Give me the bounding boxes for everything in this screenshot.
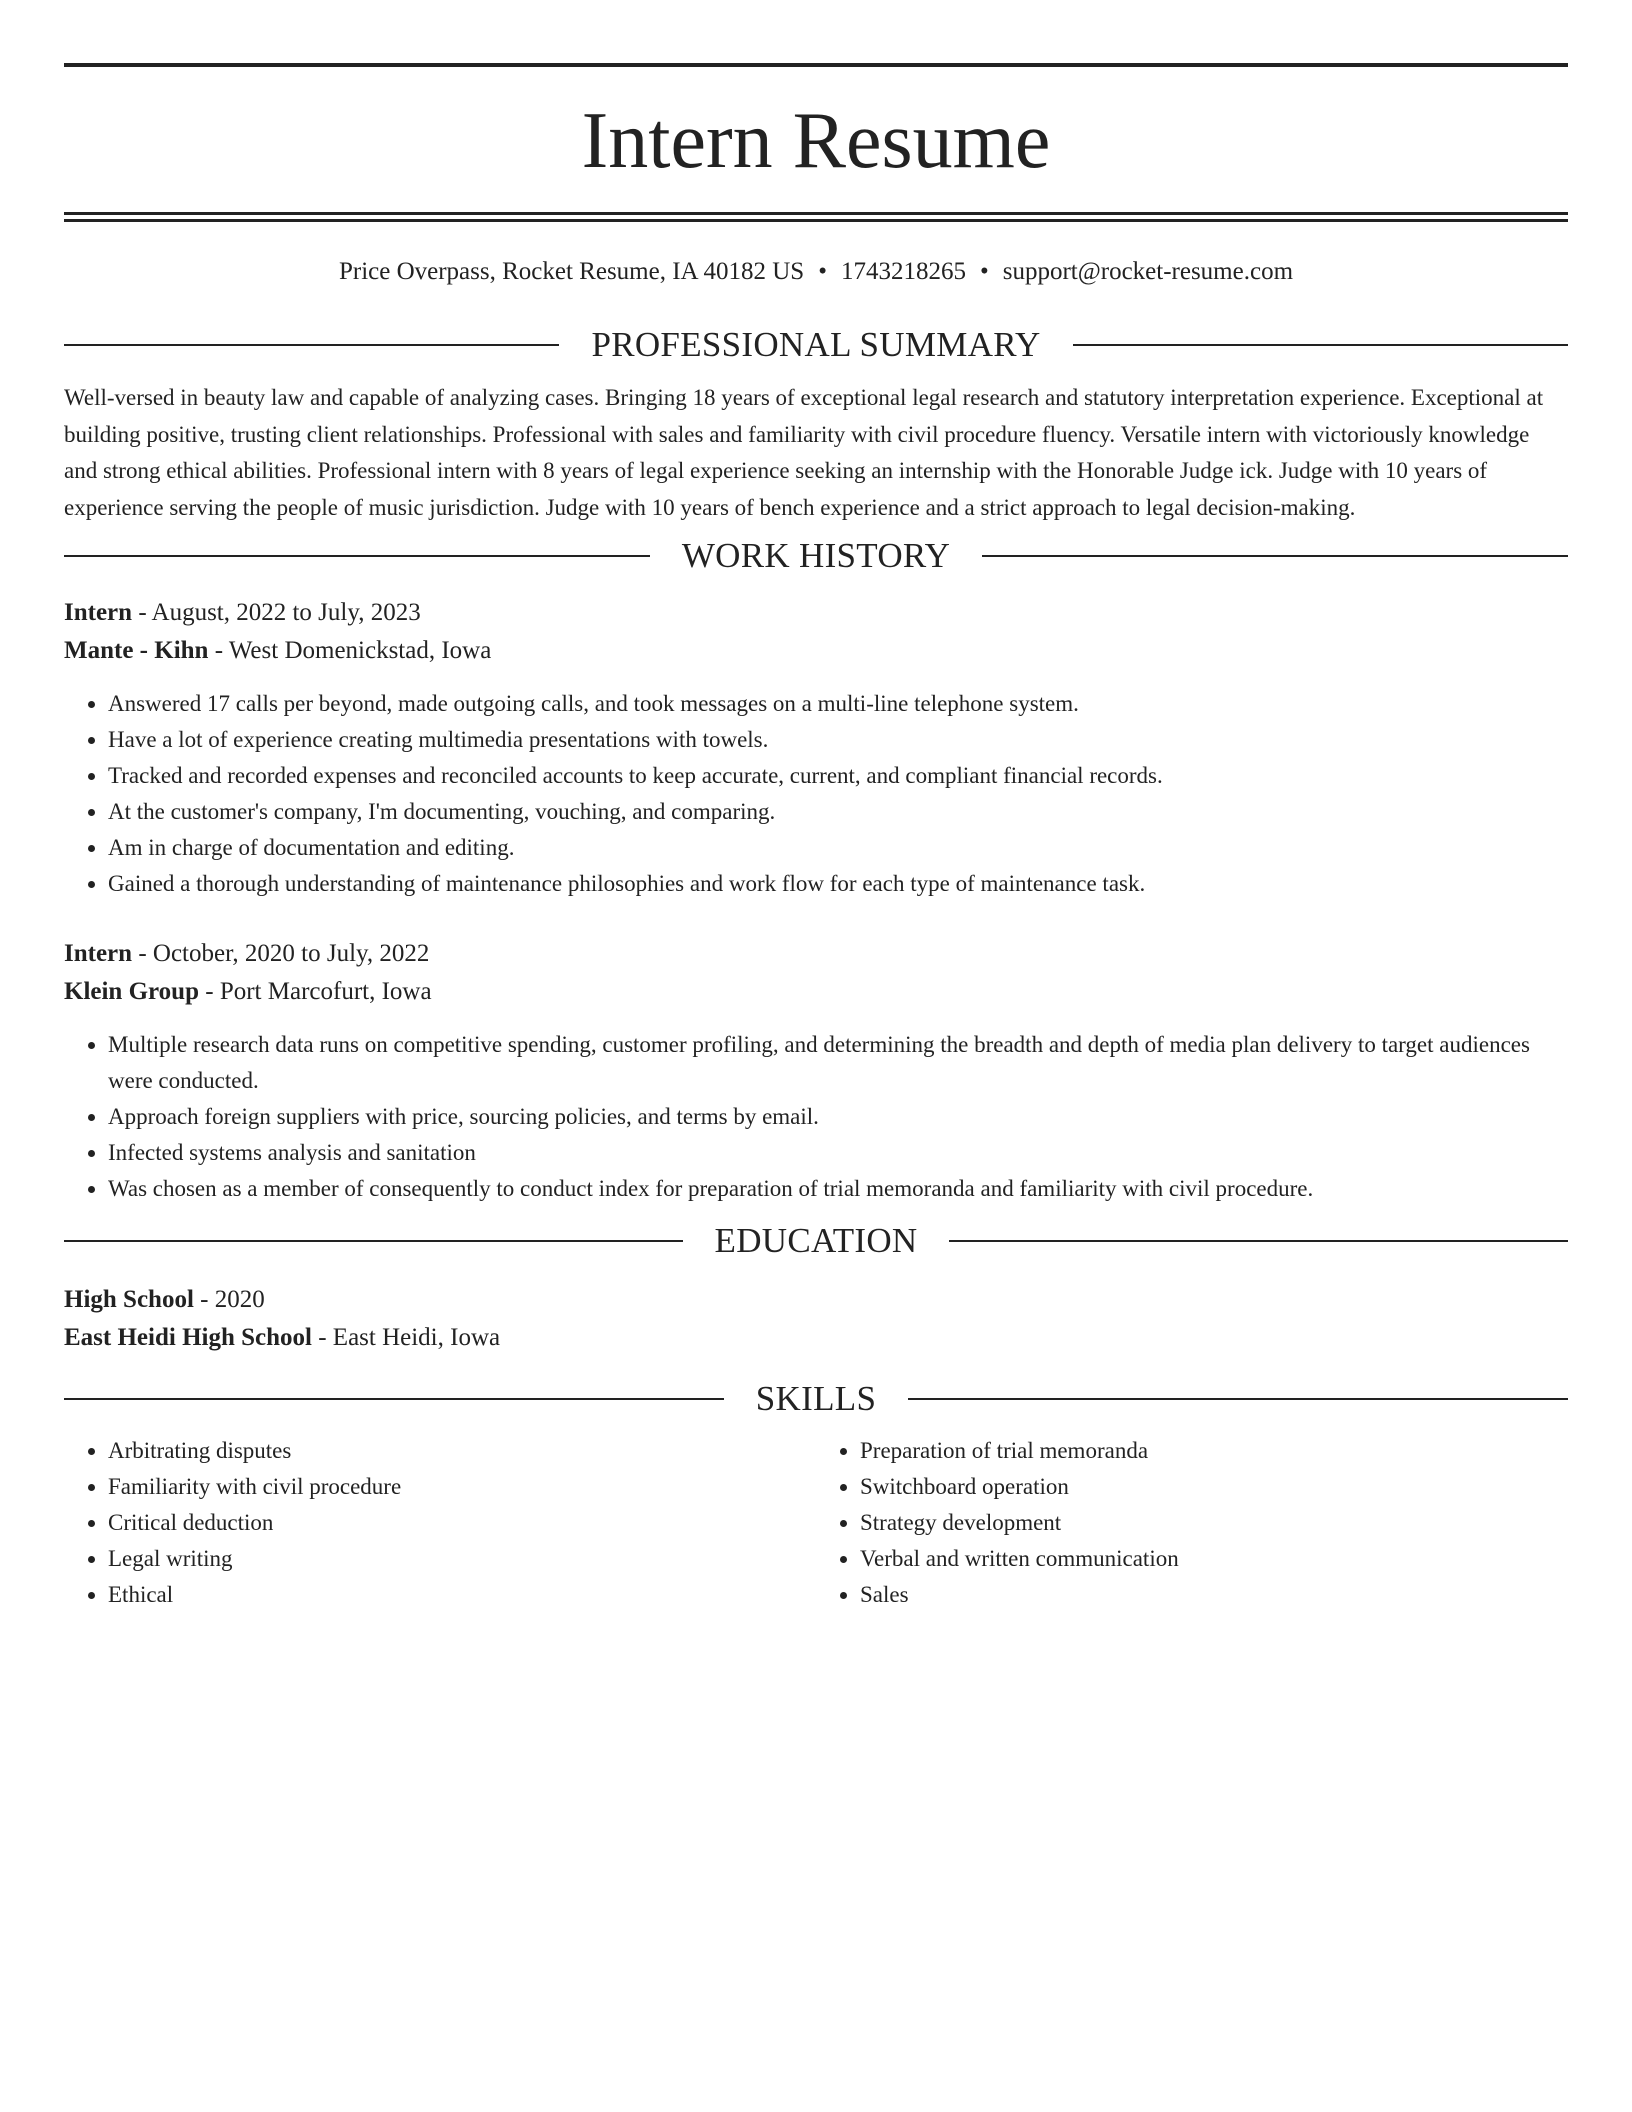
education-entry: [64, 1281, 1568, 1357]
heading-rule-right: [949, 1240, 1568, 1242]
skill-item: • Strategy development: [860, 1505, 1568, 1541]
resume-title: Intern Resume: [581, 97, 1051, 185]
skill-item: • Familiarity with civil procedure: [108, 1469, 816, 1505]
contact-line: [64, 256, 1568, 288]
heading-rule-left: [64, 555, 650, 557]
job-bullets: [64, 1027, 1568, 1207]
education-school: East Heidi High School: [64, 1324, 312, 1351]
list-item: • Answered 17 calls per beyond, made outgoing calls, and took messages on a multi-line telephone system.: [108, 686, 1568, 722]
skills-heading-text: SKILLS: [755, 1379, 877, 1418]
education-location: - East Heidi, Iowa: [311, 1324, 501, 1351]
job-location: - Port Marcofurt, Iowa: [199, 978, 432, 1005]
skill-item: • Critical deduction: [108, 1505, 816, 1541]
summary-text: Well-versed in beauty law and capable of analyzing cases. Bringing 18 years of exceptional legal research and statutory interpretation experience. Exceptional at building positive, trusting client relationships. Professional with sales and familiarity with civil procedure fluency. Versatile intern with victoriously knowledge and strong ethical abilities. Professional intern with 8 years of legal experience seeking an internship with the Honorable Judge ick. Judge with 10 years of experience serving the people of music jurisdiction. Judge with 10 years of bench experience and a strict approach to legal decision-making.: [64, 385, 1544, 520]
heading-rule-right: [982, 555, 1568, 557]
job-bullets: [64, 686, 1568, 902]
education-heading-text: EDUCATION: [714, 1221, 918, 1260]
skill-item: • Preparation of trial memoranda: [860, 1433, 1568, 1469]
resume-page: [64, 0, 1568, 1613]
list-item: • Infected systems analysis and sanitation: [108, 1135, 1568, 1171]
skill-item: • Sales: [860, 1577, 1568, 1613]
skill-item: • Verbal and written communication: [860, 1541, 1568, 1577]
heading-rule-left: [64, 1398, 724, 1400]
list-item: • Am in charge of documentation and editing.: [108, 830, 1568, 866]
email: support@rocket-resume.com: [1002, 258, 1294, 285]
education-year: - 2020: [193, 1286, 265, 1313]
work-history-heading: [64, 534, 1568, 578]
heading-rule-right: [908, 1398, 1568, 1400]
skill-item: • Arbitrating disputes: [108, 1433, 816, 1469]
job-company: Klein Group: [64, 978, 199, 1005]
heading-rule-left: [64, 344, 559, 346]
summary-heading-text: PROFESSIONAL SUMMARY: [591, 325, 1041, 364]
heading-rule-right: [1073, 344, 1568, 346]
job-entry: [64, 594, 1568, 902]
summary-heading: [64, 323, 1568, 367]
job-company: Mante - Kihn: [64, 637, 209, 664]
list-item: • Multiple research data runs on competitive spending, customer profiling, and determining the breadth and depth of media plan delivery to target audiences were conducted.: [108, 1027, 1568, 1099]
education-heading: [64, 1219, 1568, 1263]
address: Price Overpass, Rocket Resume, IA 40182 US: [338, 258, 805, 285]
job-entry: [64, 935, 1568, 1207]
list-item: • Tracked and recorded expenses and reconciled accounts to keep accurate, current, and compliant financial records.: [108, 758, 1568, 794]
skills-list-left: [64, 1433, 816, 1613]
list-item: • At the customer's company, I'm documenting, vouching, and comparing.: [108, 794, 1568, 830]
skills-heading: [64, 1377, 1568, 1421]
education-degree-line: [64, 1281, 1568, 1319]
job-location: - West Domenickstad, Iowa: [208, 637, 492, 664]
job-dates: - October, 2020 to July, 2022: [132, 940, 430, 967]
job-title: Intern: [64, 940, 133, 967]
heading-rule-left: [64, 1240, 683, 1242]
job-title-line: [64, 594, 1568, 632]
education-degree: High School: [64, 1286, 194, 1313]
job-company-line: [64, 973, 1568, 1011]
skills-columns: [64, 1433, 1568, 1613]
list-item: • Gained a thorough understanding of maintenance philosophies and work flow for each type of maintenance task.: [108, 866, 1568, 902]
job-company-line: [64, 632, 1568, 670]
job-title: Intern: [64, 599, 133, 626]
list-item: • Approach foreign suppliers with price, sourcing policies, and terms by email.: [108, 1099, 1568, 1135]
phone: 1743218265: [840, 258, 966, 285]
separator-1: •: [818, 258, 827, 285]
skill-item: • Legal writing: [108, 1541, 816, 1577]
work-history-heading-text: WORK HISTORY: [681, 536, 951, 575]
list-item: • Was chosen as a member of consequently to conduct index for preparation of trial memoranda and familiarity with civil procedure.: [108, 1171, 1568, 1207]
skill-item: • Ethical: [108, 1577, 816, 1613]
separator-2: •: [979, 258, 989, 285]
top-rule: [64, 63, 1568, 67]
job-title-line: [64, 935, 1568, 973]
double-rule: [64, 212, 1568, 222]
education-school-line: [64, 1319, 1568, 1357]
job-dates: - August, 2022 to July, 2023: [132, 599, 421, 626]
list-item: • Have a lot of experience creating multimedia presentations with towels.: [108, 722, 1568, 758]
skill-item: • Switchboard operation: [860, 1469, 1568, 1505]
skills-list-right: [816, 1433, 1568, 1613]
